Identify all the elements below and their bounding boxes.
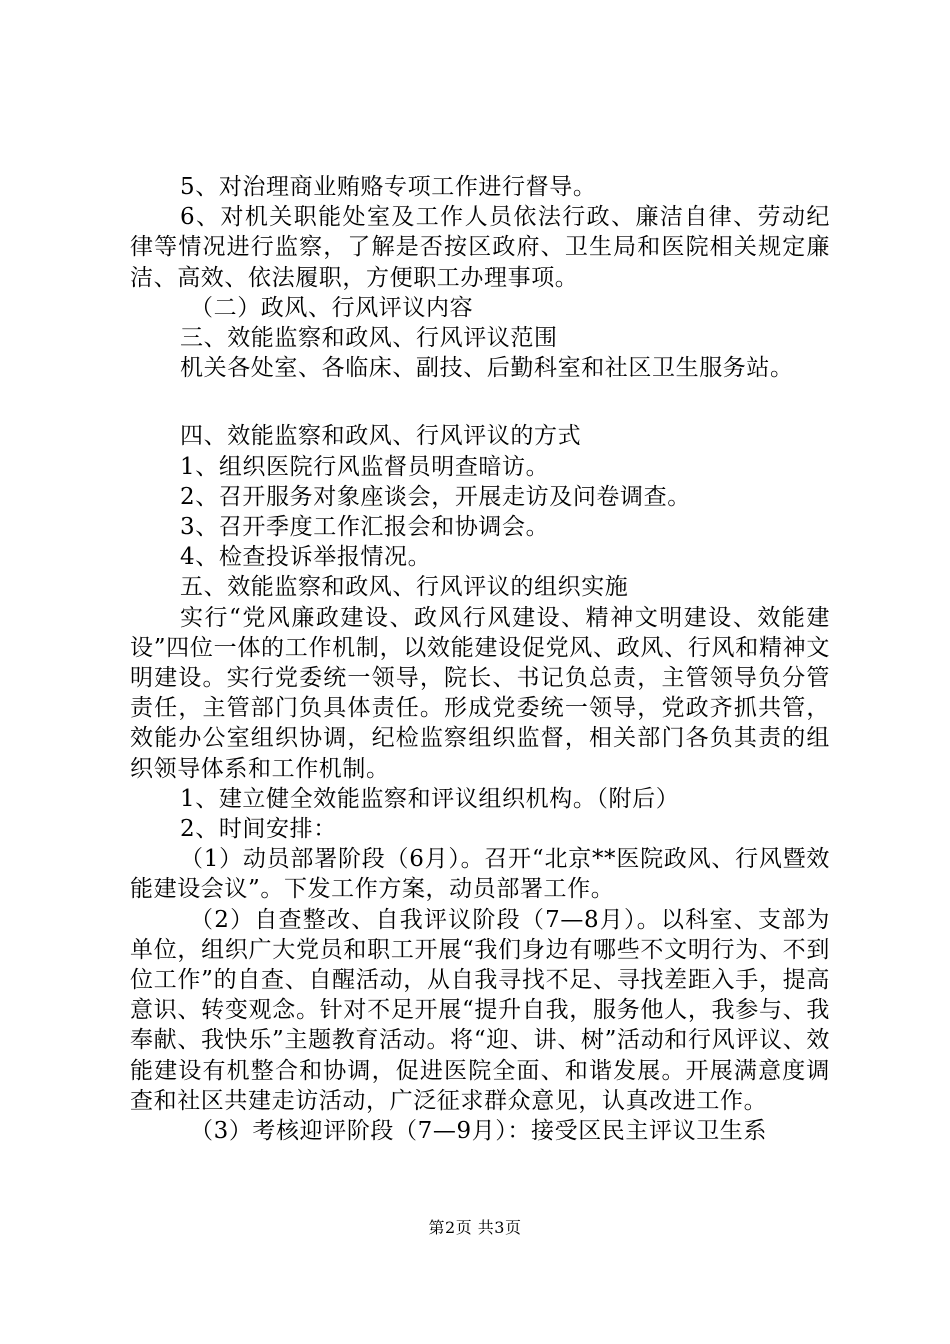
list-item: 1、建立健全效能监察和评议组织机构。（附后） bbox=[180, 785, 680, 812]
list-item: 1、组织医院行风监督员明查暗访。 bbox=[180, 453, 550, 480]
document-body bbox=[130, 172, 830, 1146]
list-item: 4、检查投诉举报情况。 bbox=[180, 544, 432, 571]
section-heading: 四、效能监察和政风、行风评议的方式 bbox=[180, 423, 582, 450]
list-item: 2、时间安排： bbox=[180, 816, 337, 843]
section-subheading: （二）政风、行风评议内容 bbox=[190, 294, 474, 321]
paragraph: （2）自查整改、自我评议阶段（7—8月）。以科室、支部为单位，组织广大党员和职工开展“我们身边有哪些不文明行为、不到位工作”的自查、自醒活动，从自我寻找不足、寻找差距入手，提高意识、转变观念。针对不足开展“提升自我，服务他人，我参与、我奉献、我快乐”主题教育活动。将“迎、讲、树”活动和行风评议、效能建设有机整合和协调，促进医院全面、和谐发展。开展满意度调查和社区共建走访活动，广泛征求群众意见，认真改进工作。 bbox=[130, 906, 830, 1114]
paragraph: （1）动员部署阶段（6月）。召开“北京**医院政风、行风暨效能建设会议”。下发工作方案，动员部署工作。 bbox=[130, 846, 830, 903]
list-item: 2、召开服务对象座谈会，开展走访及问卷调查。 bbox=[180, 483, 691, 510]
paragraph: 实行“党风廉政建设、政风行风建设、精神文明建设、效能建设”四位一体的工作机制，以效能建设促党风、政风、行风和精神文明建设。实行党委统一领导，院长、书记负总责，主管领导负分管责任，主管部门负具体责任。形成党委统一领导，党政齐抓共管，效能办公室组织协调，纪检监察组织监督，相关部门各负其责的组织领导体系和工作机制。 bbox=[130, 604, 830, 782]
page-number-footer: 第2页 共3页 bbox=[428, 1218, 522, 1237]
paragraph: 6、对机关职能处室及工作人员依法行政、廉洁自律、劳动纪律等情况进行监察，了解是否按区政府、卫生局和医院相关规定廉洁、高效、依法履职，方便职工办理事项。 bbox=[130, 204, 830, 291]
paragraph: 5、对治理商业贿赂专项工作进行督导。 bbox=[180, 174, 597, 200]
paragraph: （3）考核迎评阶段（7—9月）：接受区民主评议卫生系 bbox=[190, 1118, 767, 1145]
paragraph: 机关各处室、各临床、副技、后勤科室和社区卫生服务站。 bbox=[180, 355, 794, 382]
list-item: 3、召开季度工作汇报会和协调会。 bbox=[180, 514, 550, 541]
section-heading: 五、效能监察和政风、行风评议的组织实施 bbox=[180, 574, 629, 601]
paragraph-gap bbox=[130, 383, 830, 421]
section-heading: 三、效能监察和政风、行风评议范围 bbox=[180, 325, 558, 352]
